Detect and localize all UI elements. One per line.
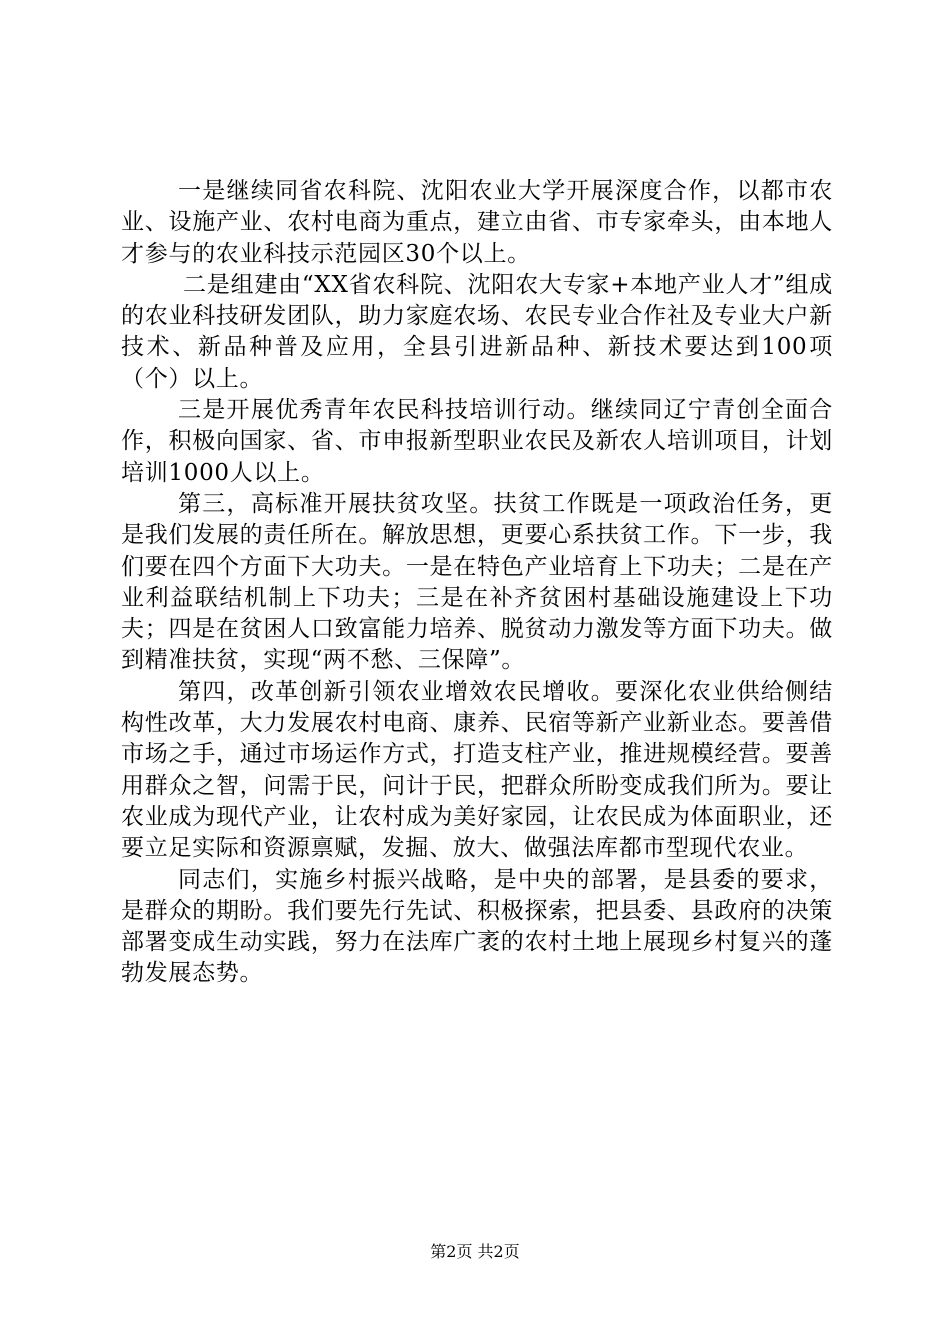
paragraph-3: 三是开展优秀青年农民科技培训行动。继续同辽宁青创全面合作，积极向国家、省、市申报新型职业农民及新农人培训项目，计划培训1000人以上。: [121, 397, 833, 486]
paragraph-2: 二是组建由“XX省农科院、沈阳农大专家+本地产业人才”组成的农业科技研发团队，助力家庭农场、农民专业合作社及专业大户新技术、新品种普及应用，全县引进新品种、新技术要达到100项（个）以上。: [121, 271, 833, 392]
document-body: [121, 176, 833, 990]
page-footer: 第2页 共2页: [430, 1242, 520, 1261]
paragraph-6: 同志们，实施乡村振兴战略，是中央的部署，是县委的要求，是群众的期盼。我们要先行先试、积极探索，把县委、县政府的决策部署变成生动实践，努力在法库广袤的农村土地上展现乡村复兴的蓬勃发展态势。: [121, 866, 833, 987]
paragraph-5: 第四，改革创新引领农业增效农民增收。要深化农业供给侧结构性改革，大力发展农村电商、康养、民宿等新产业新业态。要善借市场之手，通过市场运作方式，打造支柱产业，推进规模经营。要善用群众之智，问需于民，问计于民，把群众所盼变成我们所为。要让农业成为现代产业，让农村成为美好家园，让农民成为体面职业，还要立足实际和资源禀赋，发掘、放大、做强法库都市型现代农业。: [121, 678, 833, 862]
paragraph-1: 一是继续同省农科院、沈阳农业大学开展深度合作，以都市农业、设施产业、农村电商为重点，建立由省、市专家牵头，由本地人才参与的农业科技示范园区30个以上。: [121, 178, 833, 267]
paragraph-4: 第三，高标准开展扶贫攻坚。扶贫工作既是一项政治任务，更是我们发展的责任所在。解放思想，更要心系扶贫工作。下一步，我们要在四个方面下大功夫。一是在特色产业培育上下功夫；二是在产业利益联结机制上下功夫；三是在补齐贫困村基础设施建设上下功夫；四是在贫困人口致富能力培养、脱贫动力激发等方面下功夫。做到精准扶贫，实现“两不愁、三保障”。: [121, 490, 833, 674]
